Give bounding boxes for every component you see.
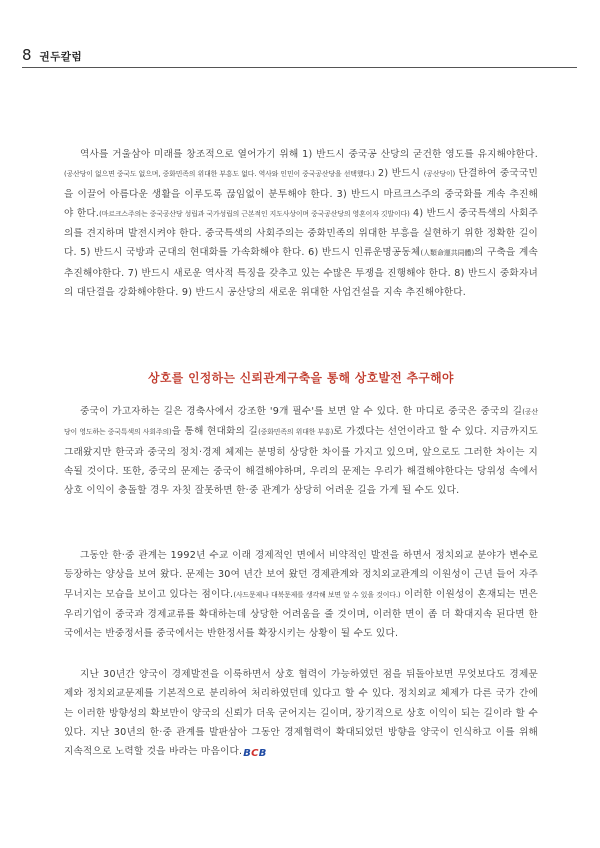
annotation: (공산당이)	[423, 170, 456, 179]
annotation: (공산당이 영도하는 중국특색의 사회주의)	[64, 408, 538, 437]
paragraph-korea-china-relations: 그동안 한·중 관계는 1992년 수교 이래 경제적인 면에서 비약적인 발전을 하면서 정치외교 분야가 변수로 등장하는 양상을 보여 왔다. 문제는 30여 년간 보여 왔던 경제관계와 정치외교관계의 이원성이 근년 들어 자주 무너지는 모습을 보이고 있다는 점이다.(사드문제나 대북문제를 생각해 보면 알 수 있을 것이다.) 이러한 이원성이 혼재되는 면은 우리기업이 중국과 경제교류를 확대하는데 상당한 어려움을 줄 것이며, 이러한 면이 좀 더 확대지속 된다면 한국에서는 반중정서를 중국에서는 반한정서를 확장시키는 상황이 될 수도 있다.	[64, 550, 538, 640]
section-title: 권두칼럼	[39, 51, 83, 63]
end-mark-logo: BCB	[243, 748, 267, 760]
annotation: (人類命運共同體)	[420, 249, 475, 258]
annotation: (사드문제나 대북문제를 생각해 보면 알 수 있을 것이다.)	[233, 590, 401, 599]
annotation: (중화민족의 위대한 부흥)	[258, 428, 334, 437]
section-heading: 상호를 인정하는 신뢰관계구축을 통해 상호발전 추구해야	[148, 371, 454, 385]
annotation: (마르크스주의는 중국공산당 성립과 국가성립의 근본적인 지도사상이며 중국공산당의 영혼이자 깃발이다)	[99, 209, 410, 218]
annotation: (공산당이 없으면 중국도 없으며, 중화민족의 위대한 부흥도 없다. 역사와 인민이 중국공산당을 선택했다.)	[64, 170, 375, 179]
header-divider	[22, 67, 577, 68]
paragraph-china-path: 중국이 가고자하는 길은 경축사에서 강조한 '9개 필수'를 보면 알 수 있다. 한 마디로 중국은 중국의 길(공산당이 영도하는 중국특색의 사회주의)을 통해 현대화의 길(중화민족의 위대한 부흥)로 가겠다는 선언이라고 할 수 있다. 지금까지도 그래왔지만 한국과 중국의 정치·경제 체제는 분명히 상당한 차이를 가지고 있으며, 앞으로도 그러한 차이는 지속될 것이다. 또한, 중국의 문제는 중국이 해결해야하며, 우리의 문제는 우리가 해결해야한다는 당위성 속에서 상호 이익이 충돌할 경우 자칫 잘못하면 한·중 관계가 상당히 어려운 길을 가게 될 수도 있다.	[64, 406, 538, 497]
paragraph-conclusion: 지난 30년간 양국이 경제발전을 이룩하면서 상호 협력이 가능하였던 점을 뒤돌아보면 무엇보다도 경제문제와 정치외교문제를 기본적으로 분리하여 처리하였던데 있다고 할 수 있다. 정치외교 체제가 다른 국가 간에는 이러한 방향성의 확보만이 양국의 신뢰가 더욱 굳어지는 길이며, 장기적으로 상호 이익이 되는 길이라 할 수 있다. 지난 30년의 한·중 관계를 발판삼아 그동안 경제협력이 확대되었던 방향을 양국이 인식하고 이를 위해 지속적으로 노력할 것을 바라는 마음이다.BCB	[64, 669, 538, 760]
paragraph-history: 역사를 거울삼아 미래를 창조적으로 열어가기 위해 1) 반드시 중국공 산당의 굳건한 영도를 유지해야한다.(공산당이 없으면 중국도 없으며, 중화민족의 위대한 부흥도 없다. 역사와 인민이 중국공산당을 선택했다.) 2) 반드시 (공산당이) 단결하여 중국국민을 이끌어 아름다운 생활을 이루도록 끊임없이 분투해야 한다. 3) 반드시 마르크스주의 중국화를 계속 추진해야 한다.(마르크스주의는 중국공산당 성립과 국가성립의 근본적인 지도사상이며 중국공산당의 영혼이자 깃발이다) 4) 반드시 중국특색의 사회주의를 견지하며 발전시켜야 한다. 중국특색의 사회주의는 중화민족의 위대한 부흥을 실현하기 위한 정확한 길이다. 5) 반드시 국방과 군대의 현대화를 가속화해야 한다. 6) 반드시 인류운명공동체(人類命運共同體)의 구축을 계속 추진해야한다. 7) 반드시 새로운 역사적 특징을 갖추고 있는 수많은 투쟁을 진행해야 한다. 8) 반드시 중화자녀의 대단결을 강화해야한다. 9) 반드시 공산당의 새로운 위대한 사업건설을 지속 추진해야한다.	[64, 149, 538, 299]
page-header	[22, 46, 82, 62]
page-number: 8	[22, 46, 32, 64]
